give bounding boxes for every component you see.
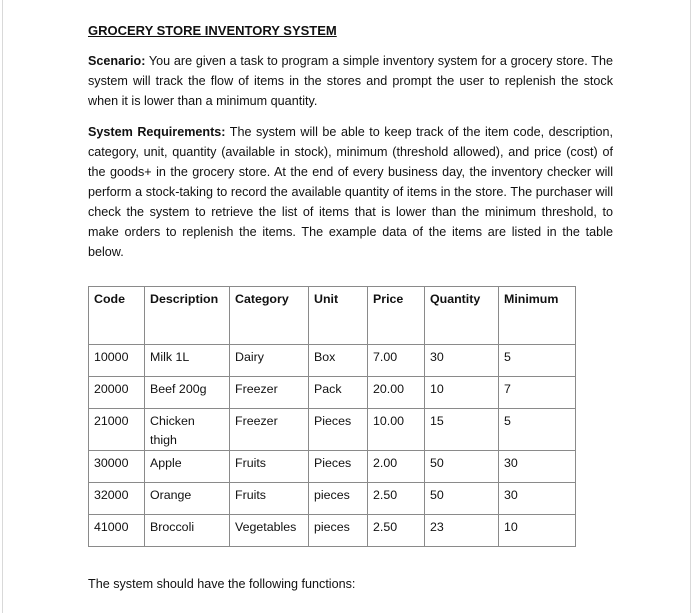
table-row [89,345,576,377]
cell-unit: pieces [309,483,368,515]
cell-code: 10000 [89,345,145,377]
cell-quantity: 50 [425,451,499,483]
table-row [89,409,576,451]
cell-description: Orange [145,483,230,515]
cell-code: 30000 [89,451,145,483]
column-header-description: Description [145,287,230,345]
cell-price: 2.50 [368,515,425,547]
cell-category: Freezer [230,409,309,451]
cell-minimum: 5 [499,345,576,377]
cell-quantity: 50 [425,483,499,515]
cell-minimum: 5 [499,409,576,451]
cell-category: Vegetables [230,515,309,547]
table-row [89,377,576,409]
cell-price: 2.50 [368,483,425,515]
column-header-price: Price [368,287,425,345]
cell-unit: Box [309,345,368,377]
scenario-label: Scenario: [88,54,146,68]
cell-code: 20000 [89,377,145,409]
cell-code: 21000 [89,409,145,451]
cell-quantity: 30 [425,345,499,377]
cell-minimum: 7 [499,377,576,409]
cell-code: 32000 [89,483,145,515]
cell-minimum: 10 [499,515,576,547]
inventory-table [88,286,576,547]
requirements-label: System Requirements: [88,125,226,139]
cell-price: 10.00 [368,409,425,451]
cell-unit: Pieces [309,451,368,483]
cell-category: Fruits [230,451,309,483]
column-header-quantity: Quantity [425,287,499,345]
cell-category: Dairy [230,345,309,377]
cell-price: 7.00 [368,345,425,377]
cell-code: 41000 [89,515,145,547]
page-edge-right [690,0,691,613]
table-row [89,515,576,547]
document-title: GROCERY STORE INVENTORY SYSTEM [88,23,337,38]
cell-category: Fruits [230,483,309,515]
cell-quantity: 10 [425,377,499,409]
cell-description: Beef 200g [145,377,230,409]
cell-quantity: 23 [425,515,499,547]
cell-quantity: 15 [425,409,499,451]
cell-price: 20.00 [368,377,425,409]
requirements-paragraph [88,122,613,262]
cell-description: Apple [145,451,230,483]
cell-unit: Pack [309,377,368,409]
scenario-paragraph [88,51,613,111]
cell-minimum: 30 [499,483,576,515]
document-body [88,20,613,273]
table-row [89,451,576,483]
cell-category: Freezer [230,377,309,409]
functions-intro: The system should have the following functions: [88,577,356,591]
column-header-category: Category [230,287,309,345]
column-header-minimum: Minimum [499,287,576,345]
column-header-unit: Unit [309,287,368,345]
table-row [89,483,576,515]
requirements-text: The system will be able to keep track of the item code, description, category, unit, quantity (available in stock), minimum (threshold allowed), and price (cost) of the goods+ in the grocery store. At the end of every business day, the inventory checker will perform a stock-taking to record the available quantity of items in the store. The purchaser will check the system to retrieve the list of items that is lower than the minimum threshold, to make orders to replenish the items. The example data of the items are listed in the table below. [88,125,613,259]
column-header-code: Code [89,287,145,345]
cell-price: 2.00 [368,451,425,483]
cell-unit: Pieces [309,409,368,451]
cell-minimum: 30 [499,451,576,483]
cell-description: Broccoli [145,515,230,547]
cell-unit: pieces [309,515,368,547]
cell-description: Chicken thigh [145,409,230,451]
table-header-row [89,287,576,345]
page-edge-left [2,0,3,613]
scenario-text: You are given a task to program a simple inventory system for a grocery store. The system will track the flow of items in the stores and prompt the user to replenish the stock when it is lower than a minimum quantity. [88,54,613,108]
cell-description: Milk 1L [145,345,230,377]
